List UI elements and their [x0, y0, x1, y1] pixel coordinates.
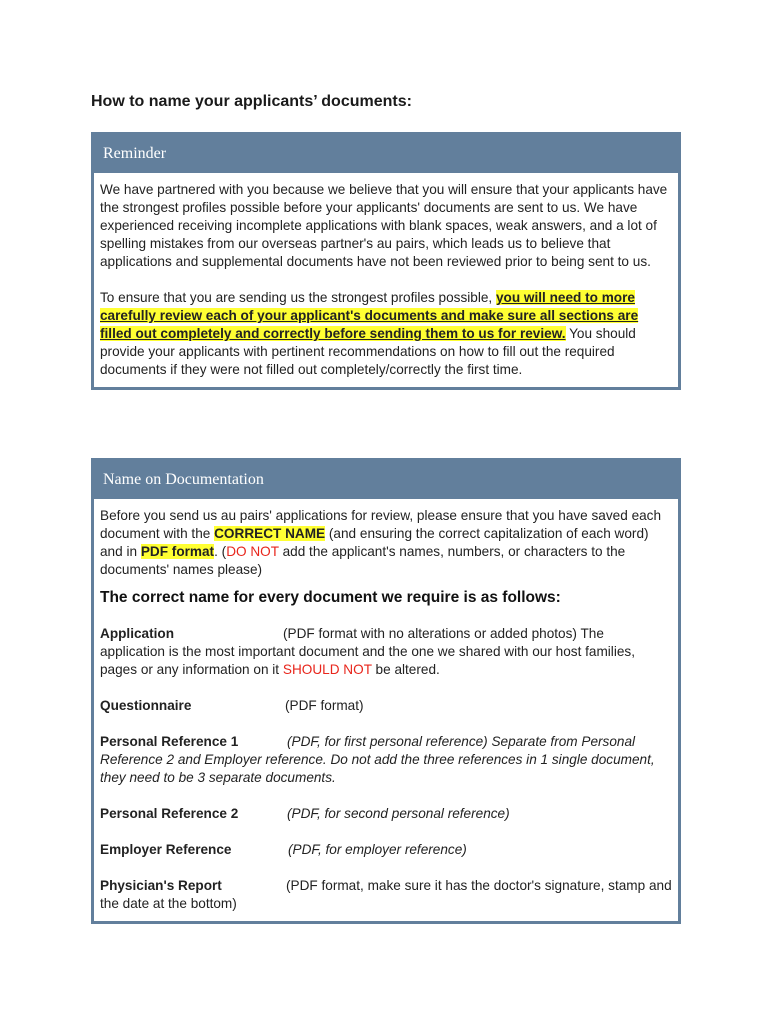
should-not-warning: SHOULD NOT [282, 662, 372, 677]
reminder-p2-intro: To ensure that you are sending us the strongest profiles possible, [100, 290, 496, 305]
doc-item-employer-reference [100, 841, 672, 859]
reminder-box [91, 132, 681, 390]
doc-desc-physicians-report: (PDF format, make sure it has the doctor's signature, stamp and the date at the bottom) [100, 878, 672, 911]
reminder-p2-rest: You should provide your applicants with pertinent recommendations on how to fill out the required documents if they were not filled out completely/correctly the first time. [100, 326, 636, 377]
naming-intro-a: Before you send us au pairs' applications for review, please ensure that you have saved each document with the [100, 508, 662, 541]
naming-header: Name on Documentation [94, 461, 678, 499]
doc-desc-application: (PDF format with no alterations or added photos) The application is the most important document and the one we shared with our host families, pages or any information on it [100, 626, 635, 677]
doc-item-questionnaire [100, 697, 672, 715]
doc-item-personal-reference-1 [100, 733, 672, 787]
naming-intro [100, 507, 672, 579]
doc-desc-employer-reference: (PDF, for employer reference) [288, 842, 467, 857]
pdf-format-highlight: PDF format [140, 544, 215, 559]
naming-subheading: The correct name for every document we require is as follows: [100, 589, 561, 606]
do-not-warning: DO NOT [226, 544, 279, 559]
doc-name-personal-reference-2: Personal Reference 2 [100, 806, 239, 821]
reminder-body [94, 173, 678, 387]
doc-name-questionnaire: Questionnaire [100, 698, 192, 713]
doc-desc-application-end: be altered. [371, 662, 440, 677]
naming-box [91, 458, 681, 924]
doc-desc-personal-reference-1: (PDF, for first personal reference) Separate from Personal Reference 2 and Employer reference. Do not add the three references in 1 single document, they need to be 3 separate documents. [100, 734, 655, 785]
doc-name-application: Application [100, 626, 175, 641]
doc-name-employer-reference: Employer Reference [100, 842, 232, 857]
doc-name-personal-reference-1: Personal Reference 1 [100, 734, 239, 749]
reminder-paragraph-2 [100, 289, 672, 379]
reminder-header: Reminder [94, 135, 678, 173]
doc-name-physicians-report: Physician's Report [100, 878, 222, 893]
doc-item-physicians-report [100, 877, 672, 913]
naming-body [94, 499, 678, 921]
naming-intro-c: . ( [214, 544, 227, 559]
doc-desc-questionnaire: (PDF format) [285, 698, 364, 713]
doc-desc-personal-reference-2: (PDF, for second personal reference) [287, 806, 510, 821]
doc-item-personal-reference-2 [100, 805, 672, 823]
naming-intro-b: (and ensuring the correct capitalization of each word) and in [100, 526, 649, 559]
naming-intro-d: add the applicant's names, numbers, or characters to the documents' names please) [100, 544, 626, 577]
doc-item-application [100, 625, 672, 679]
reminder-p2-highlight: you will need to more carefully review each of your applicant's documents and make sure all sections are filled out completely and correctly before sending them to us for review. [100, 290, 639, 341]
reminder-paragraph-1: We have partnered with you because we believe that you will ensure that your applicants have the strongest profiles possible before your applicants' documents are sent to us. We have experienced receiving incomplete applications with blank spaces, weak answers, and a lot of spelling mistakes from our overseas partner's au pairs, which leads us to believe that applications and supplemental documents have not been reviewed prior to being sent to us. [100, 182, 668, 269]
correct-name-highlight: CORRECT NAME [214, 526, 326, 541]
page-title: How to name your applicants’ documents: [91, 93, 412, 110]
